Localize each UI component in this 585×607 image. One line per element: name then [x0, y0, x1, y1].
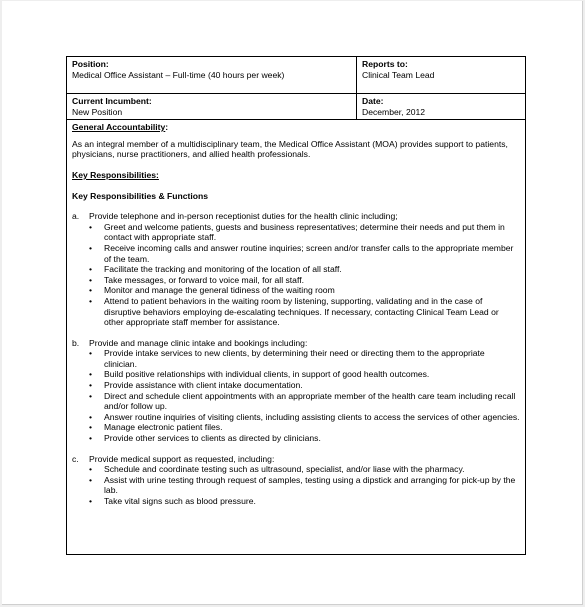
- reports-to-cell: [357, 57, 526, 94]
- general-accountability-heading: [72, 122, 520, 133]
- list-item: • Facilitate the tracking and monitoring of the location of all staff.: [89, 264, 520, 275]
- section-title: Provide telephone and in-person receptionist duties for the health clinic including;: [89, 211, 398, 222]
- section-a: [72, 211, 520, 328]
- responsibilities-cell: [67, 120, 526, 555]
- list-item: • Greet and welcome patients, guests and business representatives; determine their needs and put them in contact with appropriate staff.: [89, 222, 520, 243]
- reports-to-label: Reports to:: [362, 59, 408, 69]
- section-title: Provide and manage clinic intake and bookings including:: [89, 337, 308, 348]
- section-letter: a.: [72, 211, 80, 222]
- list-item: • Assist with urine testing through request of samples, testing using a dipstick and arranging for pick-up by the lab.: [89, 475, 520, 496]
- key-responsibilities-subheading: Key Responsibilities & Functions: [72, 190, 209, 201]
- incumbent-value: New Position: [72, 106, 123, 117]
- date-value: December, 2012: [362, 106, 426, 117]
- position-label: Position:: [72, 59, 109, 69]
- list-item: • Manage electronic patient files.: [89, 422, 520, 433]
- list-item: • Monitor and manage the general tidiness of the waiting room: [89, 285, 520, 296]
- list-item: • Take messages, or forward to voice mail, for all staff.: [89, 275, 520, 286]
- list-item: • Provide other services to clients as directed by clinicians.: [89, 433, 520, 444]
- general-accountability-text: As an integral member of a multidisciplinary team, the Medical Office Assistant (MOA) provides support to patients, physicians, nurse practitioners, and allied health professionals.: [72, 138, 508, 160]
- list-item: • Receive incoming calls and answer routine inquiries; screen and/or transfer calls to the appropriate member of the team.: [89, 243, 520, 264]
- section-letter: c.: [72, 453, 79, 464]
- incumbent-label: Current Incumbent:: [72, 96, 152, 106]
- list-item: • Provide intake services to new clients, by determining their need or directing them to the appropriate clinician.: [89, 348, 520, 369]
- list-item: • Answer routine inquiries of visiting clients, including assisting clients to access the services of other agencies.: [89, 412, 520, 423]
- list-item: • Provide assistance with client intake documentation.: [89, 380, 520, 391]
- position-cell: [67, 57, 357, 94]
- incumbent-cell: [67, 94, 357, 120]
- general-heading-colon: :: [165, 122, 169, 133]
- section-b: [72, 338, 520, 444]
- section-title: Provide medical support as requested, including:: [89, 453, 275, 464]
- date-cell: [357, 94, 526, 120]
- list-item: • Direct and schedule client appointments with an appropriate member of the health care team including recall and/or follow up.: [89, 391, 520, 412]
- list-item: • Build positive relationships with individual clients, in support of good health outcomes.: [89, 369, 520, 380]
- key-responsibilities-heading: Key Responsibilities:: [72, 169, 159, 180]
- job-description-table: [66, 56, 526, 555]
- date-label: Date:: [362, 96, 384, 106]
- document-page: [2, 1, 583, 605]
- section-letter: b.: [72, 337, 80, 348]
- list-item: • Attend to patient behaviors in the waiting room by listening, supporting, validating and in the case of disruptive behaviors employing de-escalating techniques. If necessary, contacting Clinical Team Lead or other appropriate staff member for assistance.: [89, 296, 520, 328]
- list-item: • Take vital signs such as blood pressure.: [89, 496, 520, 507]
- list-item: • Schedule and coordinate testing such as ultrasound, specialist, and/or liase with the pharmacy.: [89, 464, 520, 475]
- general-heading-text: General Accountability: [72, 122, 166, 133]
- section-c: [72, 454, 520, 507]
- position-value: Medical Office Assistant – Full-time (40 hours per week): [72, 69, 285, 80]
- reports-to-value: Clinical Team Lead: [362, 69, 435, 80]
